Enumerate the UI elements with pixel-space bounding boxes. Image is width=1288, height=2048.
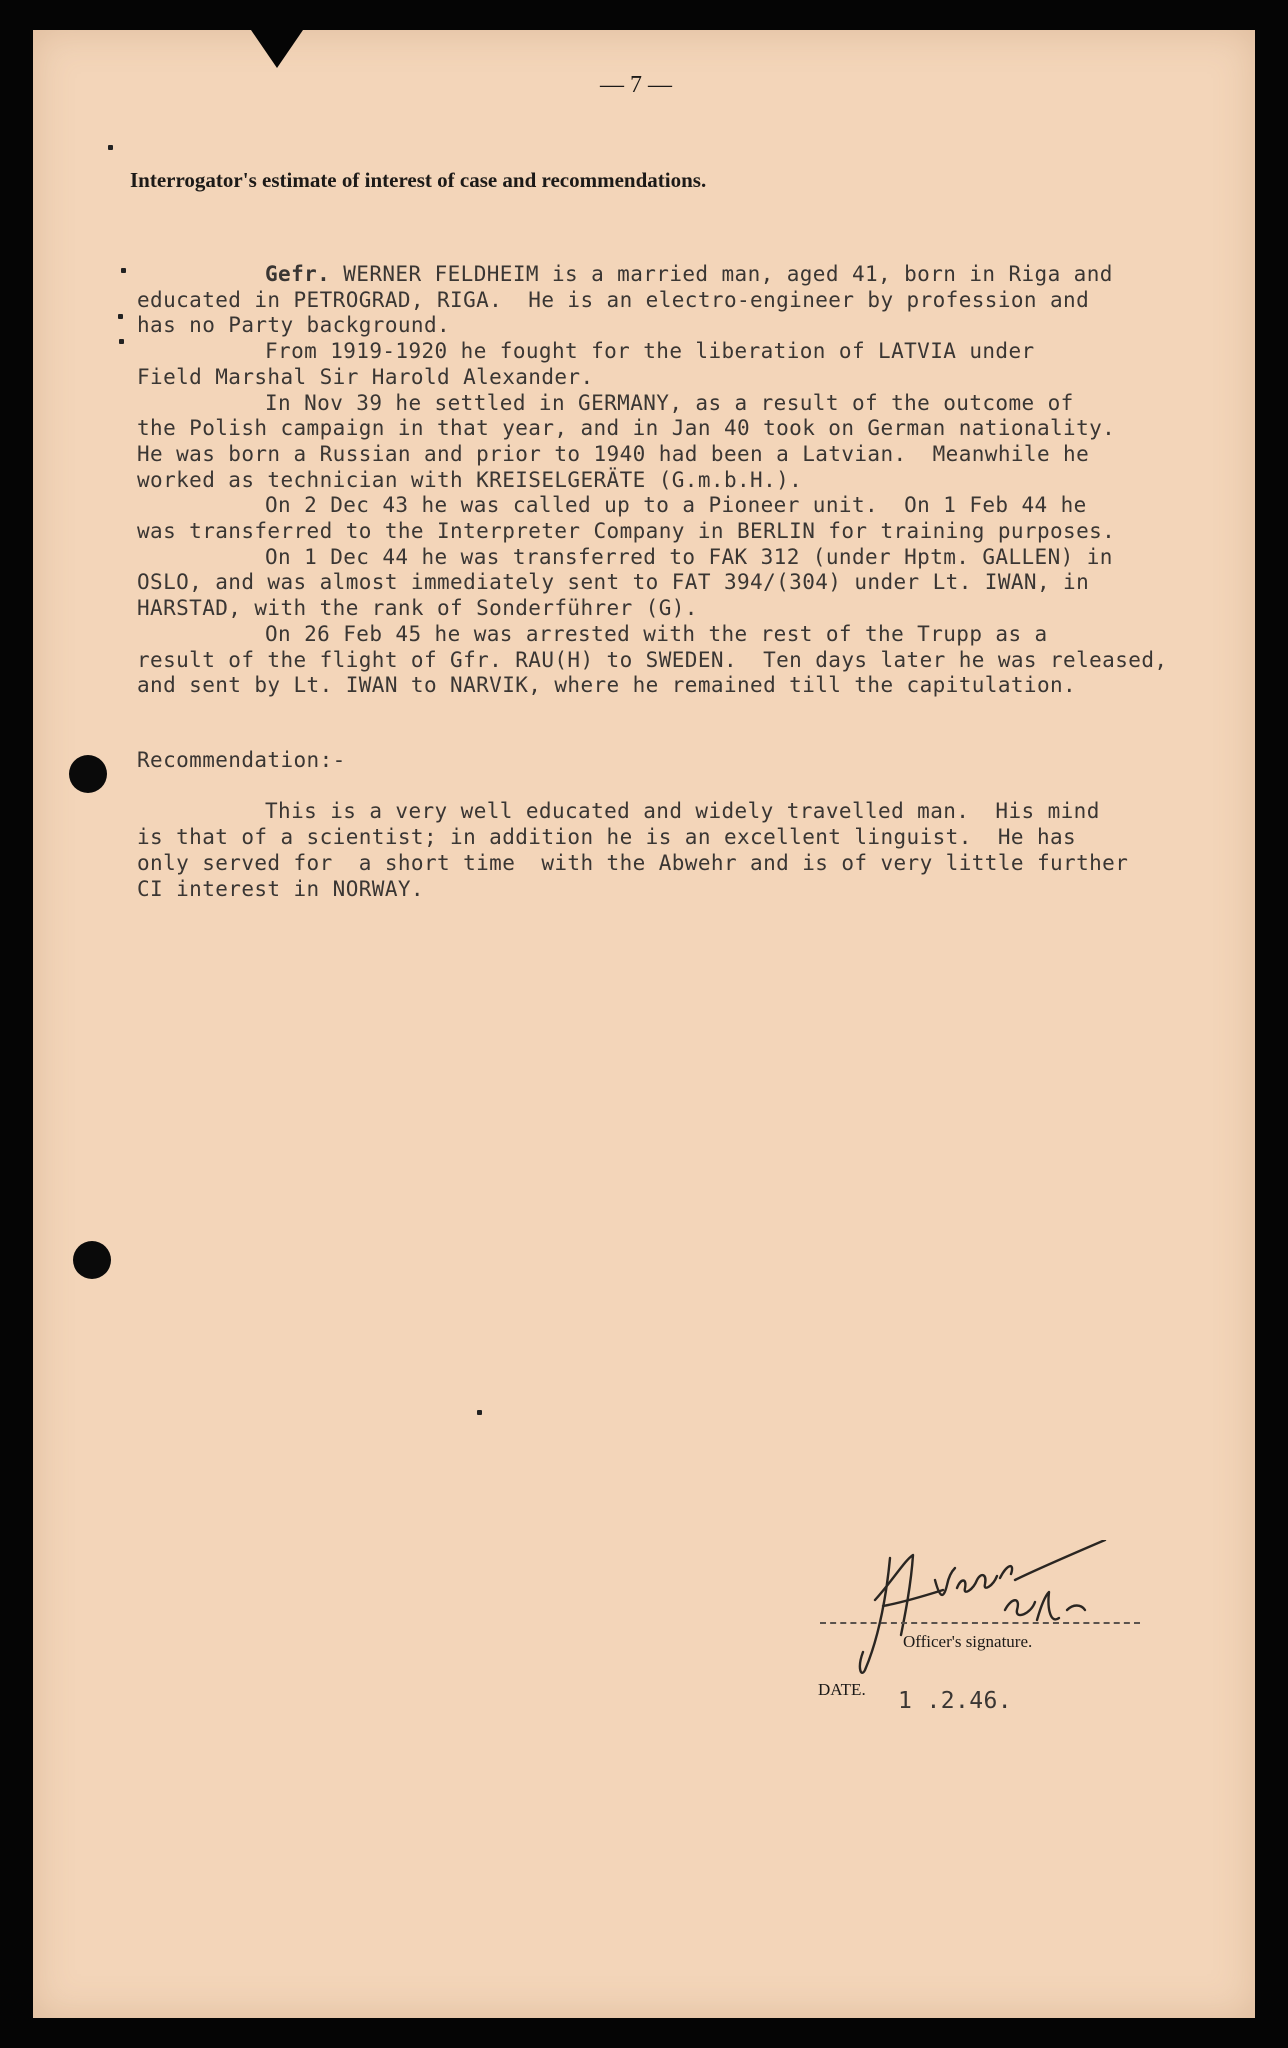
body-line: In Nov 39 he settled in GERMANY, as a result of the outcome of bbox=[265, 390, 1074, 415]
margin-mark bbox=[477, 1410, 482, 1415]
body-line: On 1 Dec 44 he was transferred to FAK 312 (under Hptm. GALLEN) in bbox=[265, 544, 1113, 569]
body-line: was transferred to the Interpreter Company in BERLIN for training purposes. bbox=[137, 519, 1116, 544]
punch-hole-bottom bbox=[73, 1241, 111, 1279]
page-notch bbox=[251, 30, 303, 68]
recommendation-line: only served for a short time with the Abwehr and is of very little further bbox=[137, 851, 1129, 875]
recommendation-label: Recommendation:- bbox=[137, 748, 346, 772]
body-line: has no Party background. bbox=[137, 313, 451, 338]
body-line: and sent by Lt. IWAN to NARVIK, where he remained till the capitulation. bbox=[137, 673, 1077, 698]
recommendation-line: CI interest in NORWAY. bbox=[137, 877, 424, 901]
rank-label: Gefr. bbox=[265, 262, 331, 286]
recommendation-body bbox=[137, 798, 1128, 902]
body-line: OSLO, and was almost immediately sent to FAT 394/(304) under Lt. IWAN, in bbox=[137, 570, 1090, 595]
margin-mark bbox=[121, 268, 126, 273]
signature-line bbox=[820, 1622, 1140, 1624]
body-line: Field Marshal Sir Harold Alexander. bbox=[137, 364, 594, 389]
margin-mark bbox=[108, 145, 113, 150]
body-line: worked as technician with KREISELGERÄTE (G.m.b.H.). bbox=[137, 467, 803, 492]
body-line: result of the flight of Gfr. RAU(H) to SWEDEN. Ten days later he was released, bbox=[137, 647, 1168, 672]
signature-caption: Officer's signature. bbox=[903, 1632, 1033, 1651]
date-value: 1 .2.46. bbox=[898, 1688, 1012, 1714]
section-heading: Interrogator's estimate of interest of case and recommendations. bbox=[130, 168, 707, 192]
punch-hole-top bbox=[69, 755, 107, 793]
body-line-text: WERNER FELDHEIM is a married man, aged 41, born in Riga and bbox=[330, 262, 1113, 286]
body-line bbox=[137, 262, 1197, 288]
officer-signature bbox=[835, 1540, 1125, 1680]
recommendation-line: This is a very well educated and widely travelled man. His mind bbox=[265, 799, 1100, 823]
margin-mark bbox=[119, 339, 124, 344]
interrogator-estimate-body bbox=[137, 262, 1197, 699]
body-line: educated in PETROGRAD, RIGA. He is an electro-engineer by profession and bbox=[137, 287, 1090, 312]
body-line: From 1919-1920 he fought for the liberation of LATVIA under bbox=[265, 339, 1035, 364]
recommendation-line: is that of a scientist; in addition he is an excellent linguist. He has bbox=[137, 825, 1077, 849]
body-line: On 26 Feb 45 he was arrested with the rest of the Trupp as a bbox=[265, 621, 1048, 646]
body-line: HARSTAD, with the rank of Sonderführer (G). bbox=[137, 596, 698, 621]
margin-mark bbox=[118, 314, 123, 319]
body-line: the Polish campaign in that year, and in Jan 40 took on German nationality. bbox=[137, 416, 1116, 441]
date-label: DATE. bbox=[818, 1680, 866, 1699]
body-line: On 2 Dec 43 he was called up to a Pioneer unit. On 1 Feb 44 he bbox=[265, 493, 1087, 518]
body-line: He was born a Russian and prior to 1940 had been a Latvian. Meanwhile he bbox=[137, 441, 1090, 466]
page-number: — 7 — bbox=[600, 72, 672, 98]
